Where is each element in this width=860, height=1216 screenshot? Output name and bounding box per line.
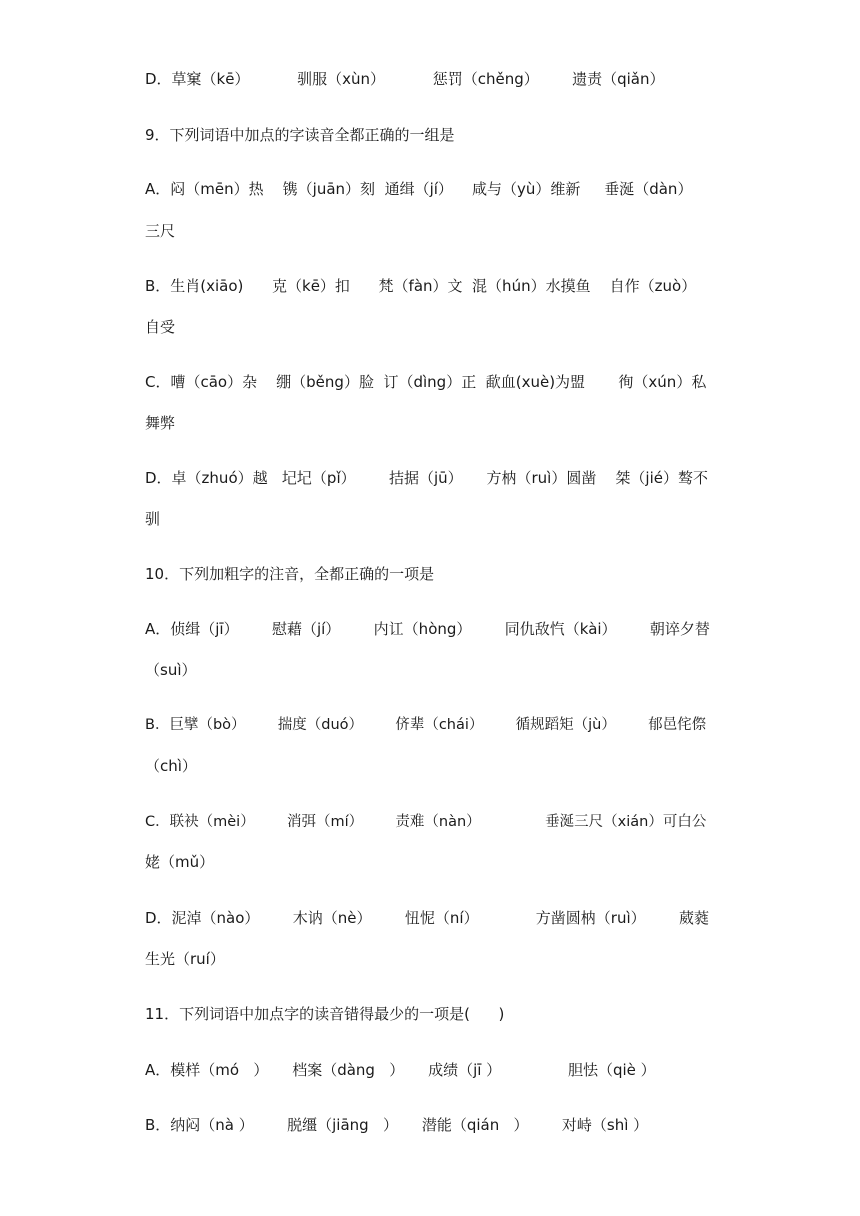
q9-option-b: B．生肖(xiāo) 克（kē）扣 梵（fàn）文 混（hún）水摸鱼 自作（zuò） [145, 277, 697, 295]
q9-option-b-cont: 自受 [145, 318, 176, 336]
q10-option-c: C．联袂（mèi） 消弭（mí） 责难（nàn） 垂涎三尺（xián）可白公 [145, 814, 707, 830]
q9-option-a: A．闷（mēn）热 镌（juān）刻 通缉（jí） 咸与（yù）维新 垂涎（dàn） [145, 180, 693, 198]
q10-option-c-cont: 姥（mǔ） [145, 853, 215, 871]
q11-stem: 11．下列词语中加点字的读音错得最少的一项是( ) [145, 1005, 505, 1023]
q10-option-d-cont: 生光（ruí） [145, 950, 225, 968]
q9-option-d: D．卓（zhuó）越 圮圮（pǐ） 拮据（jū） 方枘（ruì）圆凿 桀（jié）骜不 [145, 469, 708, 487]
q10-option-b-cont: （chì） [145, 757, 197, 775]
q8-option-d: D．草窠（kē） 驯服（xùn） 惩罚（chěng） 遗责（qiǎn） [145, 70, 665, 88]
q9-option-a-cont: 三尺 [145, 222, 176, 240]
q11-option-b: B．纳闷（nà ） 脱缰（jiāng ） 潜能（qián ） 对峙（shì ） [145, 1116, 649, 1134]
q10-option-a-cont: （suì） [145, 661, 197, 679]
q9-stem: 9．下列词语中加点的字读音全都正确的一组是 [145, 126, 455, 144]
q10-option-d: D．泥淖（nào） 木讷（nè） 忸怩（ní） 方凿圆枘（ruì） 葳蕤 [145, 909, 710, 927]
q10-stem: 10．下列加粗字的注音，全都正确的一项是 [145, 565, 435, 583]
q9-option-c-cont: 舞弊 [145, 414, 176, 432]
q10-option-a: A．侦缉（jī） 慰藉（jí） 内讧（hòng） 同仇敌忾（kài） 朝谇夕替 [145, 620, 710, 638]
q10-option-b: B．巨擘（bò） 揣度（duó） 侪辈（chái） 循规蹈矩（jù） 郁邑侘傺 [145, 717, 707, 733]
q9-option-c: C．嘈（cāo）杂 绷（běng）脸 订（dìng）正 歃血(xuè)为盟 徇（xún）私 [145, 373, 707, 391]
q9-option-d-cont: 驯 [145, 510, 161, 528]
q11-option-a: A．模样（mó ） 档案（dàng ） 成绩（jī ） 胆怯（qiè ） [145, 1061, 656, 1079]
